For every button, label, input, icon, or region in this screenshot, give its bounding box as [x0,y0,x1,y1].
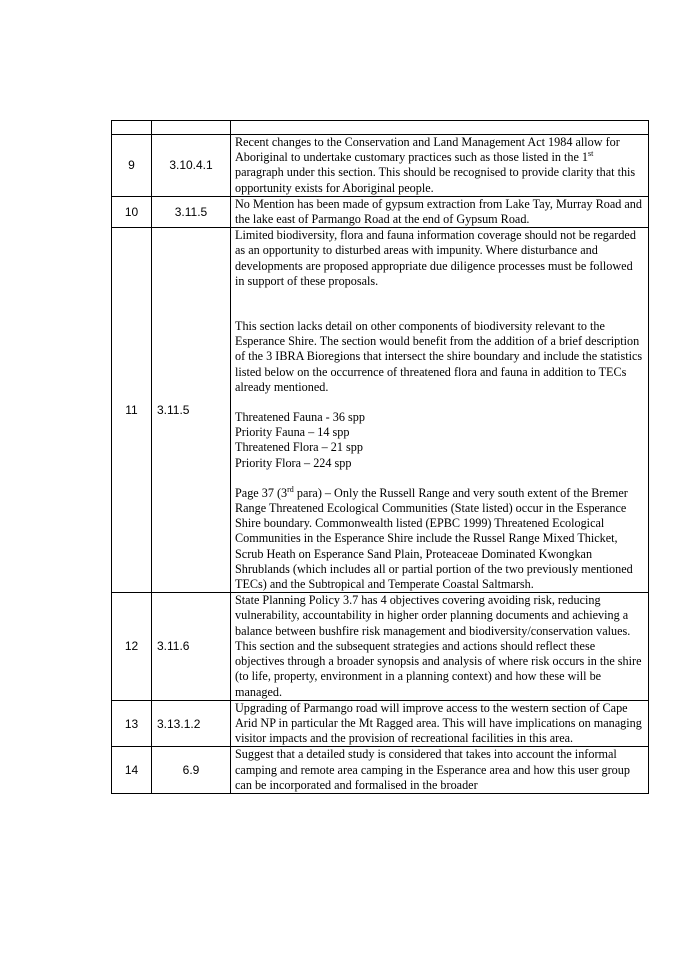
list-item: Threatened Flora – 21 spp [235,440,363,455]
comment-text: This section lacks detail on other components of biodiversity relevant to the Esperance Shire. The section would benefit from the addition of a brief description of the 3 IBRA Bioregions that intersect the shire boundary and include the statistics listed below on the occurrence of threatened flora and fauna in addition to TECs already mentioned. [235,319,643,394]
row-comment [231,747,649,794]
superscript: st [588,149,594,159]
list-item: Priority Fauna – 14 spp [235,425,350,440]
table-row [112,228,649,593]
list-item: Priority Flora – 224 spp [235,455,352,470]
row-number: 14 [112,747,152,794]
superscript: rd [287,484,294,494]
row-comment [231,228,649,593]
table-row [112,196,649,227]
comment-text: Recent changes to the Conservation and Land Management Act 1984 allow for Aboriginal to undertake customary practices such as those listed in the 1 [235,135,620,165]
row-comment [231,196,649,227]
comment-text: Suggest that a detailed study is considered that takes into account the informal camping and remote area camping in the Esperance area and how this user group can be incorporated and formalised in the broader [235,747,630,792]
row-number: 11 [112,228,152,593]
comment-text: No Mention has been made of gypsum extraction from Lake Tay, Murray Road and the lake east of Parmango Road at the end of Gypsum Road. [235,196,642,227]
row-section: 3.11.5 [152,196,231,227]
comment-text: Limited biodiversity, flora and fauna information coverage should not be regarded as an opportunity to disturbed areas with impunity. Where disturbance and developments are proposed appropriate due diligence processes must be followed in support of these proposals. [235,228,636,288]
header-cell-number [112,121,152,135]
table-row [112,593,649,700]
comment-text: para) – Only the Russell Range and very south extent of the Bremer Range Threatened Ecological Communities (State listed) occur in the Esperance Shire boundary. Commonwealth listed (EPBC 1999) Threatened Ecological Communities in the Esperance Shire include the Russel Range Mixed Thicket, Scrub Heath on Esperance Sand Plain, Proteaceae Dominated Kwongkan Shrublands (which includes all or partial portion of the two previously mentioned TECs) and the Subtropical and Temperate Coastal Saltmarsh. [235,485,633,592]
row-section: 6.9 [152,747,231,794]
comments-table [111,120,649,794]
row-comment [231,135,649,197]
row-number: 10 [112,196,152,227]
comment-text: Page 37 (3 [235,485,288,500]
row-comment [231,593,649,700]
comment-text: State Planning Policy 3.7 has 4 objectives covering avoiding risk, reducing vulnerability, accountability in higher order planning documents and achieving a balance between bushfire risk management and biodiversity/conservation values. This section and the subsequent strategies and actions should reflect these objectives through a broader synopsis and analysis of where risk occurs in the shire (to life, property, environment in a planning context) and how these will be managed. [235,593,642,699]
comment-text: paragraph under this section. This should be recognised to provide clarity that this opportunity exists for Aboriginal people. [235,165,636,195]
table-row [112,747,649,794]
row-comment [231,700,649,747]
list-item: Threatened Fauna - 36 spp [235,410,365,425]
table-header-row [112,121,649,135]
table-row [112,700,649,747]
row-section: 3.11.5 [152,228,231,593]
header-cell-comment [231,121,649,135]
row-section: 3.13.1.2 [152,700,231,747]
header-cell-section [152,121,231,135]
row-number: 12 [112,593,152,700]
row-section: 3.11.6 [152,593,231,700]
row-number: 9 [112,135,152,197]
row-number: 13 [112,700,152,747]
row-section: 3.10.4.1 [152,135,231,197]
comment-text: Upgrading of Parmango road will improve access to the western section of Cape Arid NP in particular the Mt Ragged area. This will have implications on managing visitor impacts and the provision of recreational facilities in this area. [235,700,642,746]
table-row [112,135,649,197]
